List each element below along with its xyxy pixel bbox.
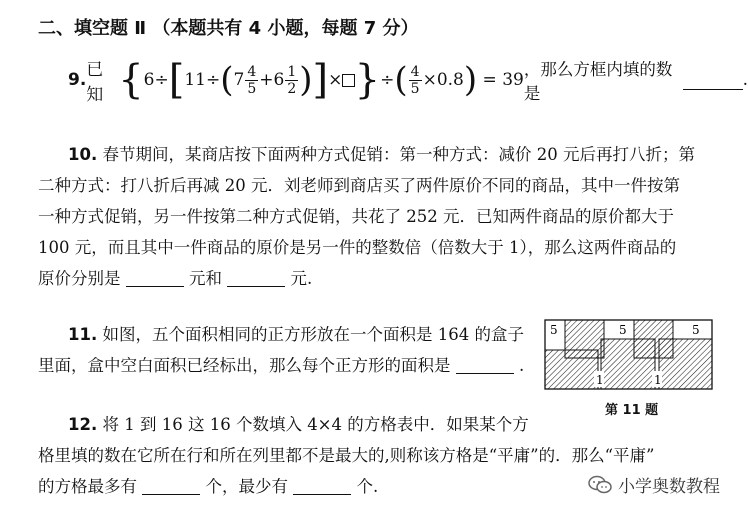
q9-b: 11: [184, 70, 206, 90]
fraction-1: $\frac{4}{5}$: [247, 63, 257, 97]
question-10: 10. 春节期间，某商店按下面两种方式促销：第一种方式：减价 20 元后再打八折；第 二种方式：打八折后再减 20 元．刘老师到商店买了两件原价不同的商品，其中一件按第 一种方式促销，另一件按第二种方式促销，共花了 252 元．已知两件商品的原价都大于 100 元，而且其中一件商品的原价是另一件的整数倍（倍数大于 1），那么这两件商品的 原价分别是 元和 元.: [38, 145, 695, 288]
squares-figure: [544, 319, 714, 391]
unknown-box: [342, 74, 354, 87]
square: [659, 339, 712, 389]
section-title: 二、填空题 Ⅱ （本题共有 4 小题，每题 7 分）: [38, 18, 419, 39]
answer-blank[interactable]: [126, 268, 184, 287]
question-number: 11.: [68, 325, 98, 344]
watermark-text: 小学奥数教程: [618, 477, 720, 497]
area-label: 1: [654, 373, 662, 387]
area-label: 5: [550, 323, 558, 337]
answer-blank[interactable]: [456, 355, 514, 374]
left-brace: {: [118, 57, 144, 103]
answer-blank[interactable]: [142, 476, 200, 495]
question-11: 11. 如图，五个面积相同的正方形放在一个面积是 164 的盒子 里面，盒中空白面积已经标出，那么每个正方形的面积是 .: [38, 325, 525, 375]
question-number: 12.: [68, 415, 98, 434]
q9-result: 39: [502, 70, 524, 90]
area-label: 5: [692, 323, 700, 337]
q9-suffix: ，那么方框内填的数是: [523, 60, 673, 103]
mixed-int-1: 7: [233, 70, 245, 90]
square: [545, 350, 598, 389]
right-bracket: ]: [312, 57, 329, 103]
question-number: 10.: [68, 145, 98, 164]
mixed-int-2: 6: [273, 70, 285, 90]
q9-mult: 0.8: [436, 70, 464, 90]
watermark: [588, 472, 720, 497]
answer-blank[interactable]: [227, 268, 285, 287]
area-label: 1: [596, 373, 604, 387]
square: [601, 339, 655, 389]
wechat-icon: [588, 475, 612, 495]
figure-caption: 第 11 题: [605, 403, 659, 418]
fraction-3: $\frac{4}{5}$: [410, 63, 420, 97]
question-9: 9. 已知 { 6 ÷ [ 11 ÷ ( 7 $\frac{4}{5}$ + 6 $\frac{1}{2}$ ) ] × } ÷ ( $\frac{4}{5}$ × 0.8 ) = 39 ，那么方框内填的数是 .: [68, 57, 748, 105]
left-bracket: [: [168, 57, 185, 103]
right-brace: }: [354, 57, 381, 103]
area-label: 5: [619, 323, 627, 337]
q9-prefix: 已知: [86, 60, 104, 105]
answer-blank[interactable]: [293, 476, 351, 495]
question-number: 9.: [68, 70, 87, 90]
q9-a: 6: [143, 70, 155, 90]
question-12: 12. 将 1 到 16 这 16 个数填入 4×4 的方格表中．如果某个方 格里填的数在它所在行和所在列里都不是最大的,则称该方格是“平庸”的．那么“平庸” 的方格最多有 个，最少有 个.: [38, 415, 655, 496]
fraction-2: $\frac{1}{2}$: [287, 63, 297, 97]
answer-blank[interactable]: [683, 71, 743, 90]
